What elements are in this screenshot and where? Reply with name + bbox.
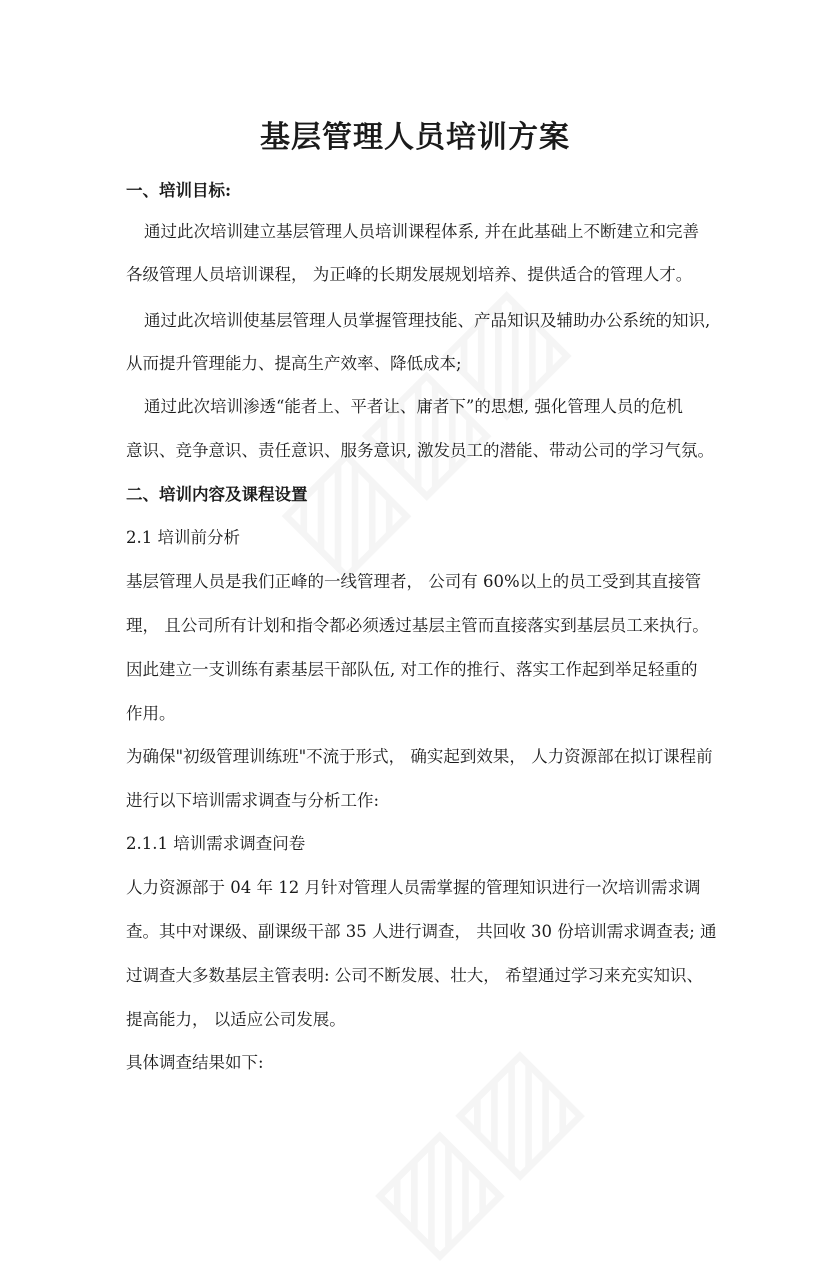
- paragraph-line: 通过此次培训建立基层管理人员培训课程体系, 并在此基础上不断建立和完善: [144, 222, 699, 241]
- paragraph-line: 意识、竞争意识、责任意识、服务意识, 激发员工的潜能、带动公司的学习气氛。: [126, 441, 714, 460]
- paragraph-line: 理， 且公司所有计划和指令都必须透过基层主管而直接落实到基层员工来执行。: [126, 616, 709, 635]
- paragraph-line: 因此建立一支训练有素基层干部队伍, 对工作的推行、落实工作起到举足轻重的: [126, 660, 698, 679]
- paragraph-line: 作用。: [126, 704, 176, 723]
- paragraph-line: 进行以下培训需求调查与分析工作:: [126, 791, 380, 810]
- paragraph-line: 通过此次培训渗透“能者上、平者让、庸者下”的思想, 强化管理人员的危机: [144, 397, 683, 416]
- paragraph-line: 过调查大多数基层主管表明: 公司不断发展、壮大， 希望通过学习来充实知识、: [126, 966, 704, 985]
- paragraph-line: 从而提升管理能力、提高生产效率、降低成本;: [126, 354, 462, 373]
- paragraph-line: 具体调查结果如下:: [126, 1053, 264, 1072]
- subsection-heading: 2.1 培训前分析: [126, 528, 240, 547]
- section-heading-content: 二、培训内容及课程设置: [126, 485, 308, 504]
- paragraph-line: 各级管理人员培训课程， 为正峰的长期发展规划培养、提供适合的管理人才。: [126, 265, 693, 284]
- paragraph-line: 通过此次培训使基层管理人员掌握管理技能、产品知识及辅助办公系统的知识,: [144, 311, 711, 330]
- paragraph-line: 基层管理人员是我们正峰的一线管理者， 公司有 60%以上的员工受到其直接管: [126, 572, 702, 591]
- watermark-mark: [344, 1020, 603, 1279]
- subsection-heading: 2.1.1 培训需求调查问卷: [126, 834, 306, 853]
- section-heading-goals: 一、培训目标:: [126, 181, 232, 200]
- paragraph-line: 为确保"初级管理训练班"不流于形式， 确实起到效果， 人力资源部在拟订课程前: [126, 747, 713, 766]
- paragraph-line: 查。其中对课级、副课级干部 35 人进行调查， 共回收 30 份培训需求调查表; 通: [126, 922, 717, 941]
- page-title: 基层管理人员培训方案: [260, 120, 570, 155]
- paragraph-line: 提高能力， 以适应公司发展。: [126, 1010, 346, 1029]
- paragraph-line: 人力资源部于 04 年 12 月针对管理人员需掌握的管理知识进行一次培训需求调: [126, 878, 701, 897]
